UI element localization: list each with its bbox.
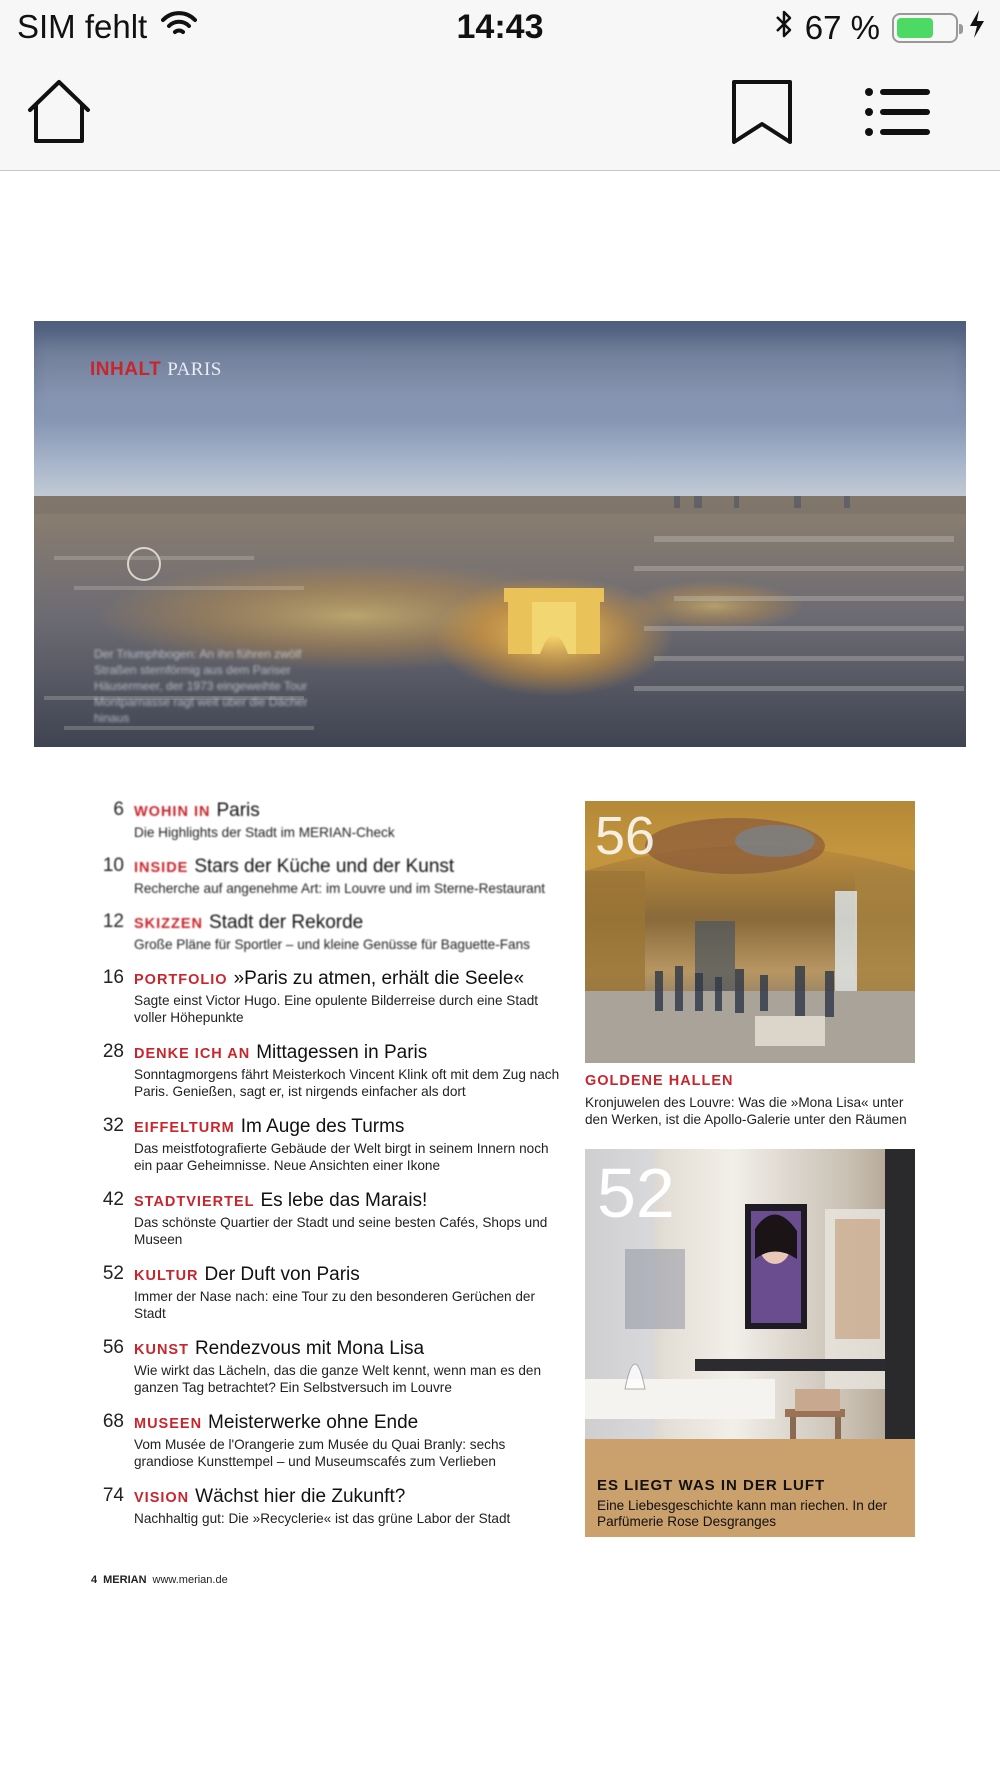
- toc-category: WOHIN IN: [134, 804, 211, 820]
- toc-description: Nachhaltig gut: Die »Recyclerie« ist das grüne Labor der Stadt: [134, 1511, 511, 1526]
- toc-category: SKIZZEN: [134, 916, 204, 932]
- toc-heading: [134, 1485, 560, 1510]
- contents-title-white: PARIS: [167, 359, 222, 380]
- feature1-description: Kronjuwelen des Louvre: Was die »Mona Lisa« unter den Werken, ist die Apollo-Galerie unter den Räumen: [585, 1095, 907, 1127]
- reader-toolbar: [0, 58, 1000, 171]
- toc-entry[interactable]: [80, 1263, 560, 1337]
- toc-heading: [134, 855, 560, 880]
- battery-icon: [892, 13, 958, 43]
- toc-title: Paris: [216, 800, 260, 821]
- toc-entry[interactable]: [80, 855, 560, 911]
- footer-page-number: 4: [91, 1574, 98, 1586]
- toc-category: VISION: [134, 1490, 190, 1506]
- toc-category: EIFFELTURM: [134, 1120, 235, 1136]
- toc-heading: [134, 1041, 560, 1066]
- toc-category: KUNST: [134, 1342, 189, 1358]
- toc-entry[interactable]: [80, 1337, 560, 1411]
- contents-title-red: INHALT: [90, 359, 162, 380]
- toc-heading: [134, 1337, 560, 1362]
- toc-category: KULTUR: [134, 1268, 199, 1284]
- toc-heading: [134, 799, 560, 824]
- toc-heading: [134, 911, 560, 936]
- toc-description: Große Pläne für Sportler – und kleine Genüsse für Baguette-Fans: [134, 937, 530, 952]
- footer-url: www.merian.de: [152, 1574, 228, 1586]
- toc-page-number: 28: [102, 1041, 124, 1062]
- footer-brand: MERIAN: [103, 1574, 147, 1586]
- bookmark-icon: [731, 78, 793, 151]
- contents-title: [90, 359, 222, 381]
- toc-category: PORTFOLIO: [134, 972, 228, 988]
- toc-description: Wie wirkt das Lächeln, das die ganze Welt kennt, wenn man es den ganzen Tag betrachtet? Ein Selbstversuch im Louvre: [134, 1363, 542, 1395]
- toc-title: Stadt der Rekorde: [209, 912, 364, 933]
- toc-description: Vom Musée de l'Orangerie zum Musée du Quai Branly: sechs grandiose Kunsttempel – und Museumscafés zum Verlieben: [134, 1437, 506, 1469]
- toc-entry[interactable]: [80, 911, 560, 967]
- toc-title: »Paris zu atmen, erhält die Seele«: [233, 968, 525, 989]
- feature2-description: Eine Liebesgeschichte kann man riechen. In der Parfümerie Rose Desgranges: [597, 1498, 888, 1529]
- bluetooth-icon: [773, 8, 795, 48]
- carrier-label: SIM fehlt: [17, 8, 148, 45]
- feature1-category: GOLDENE HALLEN: [585, 1073, 734, 1089]
- toc-description: Die Highlights der Stadt im MERIAN-Check: [134, 825, 395, 840]
- toc-category: DENKE ICH AN: [134, 1046, 251, 1062]
- page-footer: [91, 1574, 228, 1586]
- toc-heading: [134, 1115, 560, 1140]
- table-of-contents: [80, 799, 560, 1545]
- toc-category: INSIDE: [134, 860, 189, 876]
- toc-category: STADTVIERTEL: [134, 1194, 255, 1210]
- toc-description: Recherche auf angenehme Art: im Louvre und im Sterne-Restaurant: [134, 881, 546, 896]
- toc-title: Rendezvous mit Mona Lisa: [194, 1338, 425, 1359]
- toc-description: Das meistfotografierte Gebäude der Welt birgt in seinem Innern noch ein paar Geheimnisse. Neue Ansichten einer Ikone: [134, 1141, 549, 1173]
- feature2-category: ES LIEGT WAS IN DER LUFT: [597, 1477, 826, 1494]
- toc-title: Der Duft von Paris: [204, 1264, 360, 1285]
- toc-entry[interactable]: [80, 1041, 560, 1115]
- hero-image-paris-skyline: [34, 321, 966, 747]
- clock: 14:43: [456, 8, 544, 46]
- toc-description: Das schönste Quartier der Stadt und seine besten Cafés, Shops und Museen: [134, 1215, 548, 1247]
- list-icon: [864, 86, 932, 143]
- bookmark-button[interactable]: [726, 78, 798, 150]
- home-icon: [26, 78, 92, 151]
- toc-page-number: 10: [102, 855, 124, 876]
- toc-entry[interactable]: [80, 1485, 560, 1545]
- hero-caption: Der Triumphbogen: An ihn führen zwölf Straßen sternförmig aus dem Pariser Häusermeer, der 1973 eingeweihte Tour Montparnasse ragt weit über die Dächer hinaus: [94, 647, 308, 725]
- feature-photo-apollo-gallery[interactable]: [585, 801, 915, 1063]
- toc-entry[interactable]: [80, 799, 560, 855]
- toc-description: Sagte einst Victor Hugo. Eine opulente Bilderreise durch eine Stadt voller Höhepunkte: [134, 993, 539, 1025]
- toc-page-number: 42: [102, 1189, 124, 1210]
- toc-page-number: 32: [102, 1115, 124, 1136]
- toc-title: Mittagessen in Paris: [256, 1042, 428, 1063]
- magazine-page[interactable]: [0, 171, 1000, 1778]
- charging-icon: [968, 9, 986, 47]
- toc-page-number: 12: [102, 911, 124, 932]
- home-button[interactable]: [23, 78, 95, 150]
- toc-page-number: 52: [102, 1263, 124, 1284]
- status-right: [773, 8, 986, 48]
- toc-entry[interactable]: [80, 1115, 560, 1189]
- feature1-page-number: 56: [595, 806, 656, 866]
- toc-page-number: 6: [113, 799, 124, 820]
- toc-heading: [134, 967, 560, 992]
- toc-entry[interactable]: [80, 1411, 560, 1485]
- feature2-page-number: 52: [597, 1154, 675, 1232]
- toc-page-number: 74: [102, 1485, 124, 1506]
- toc-heading: [134, 1189, 560, 1214]
- toc-description: Sonntagmorgens fährt Meisterkoch Vincent Klink oft mit dem Zug nach Paris. Genießen, sagt er, ist nirgends einfacher als dort: [134, 1067, 560, 1099]
- battery-fill: [897, 18, 933, 38]
- toc-title: Im Auge des Turms: [240, 1116, 405, 1137]
- toc-title: Meisterwerke ohne Ende: [208, 1412, 419, 1433]
- toc-page-number: 68: [102, 1411, 124, 1432]
- table-of-contents-button[interactable]: [862, 78, 934, 150]
- toc-category: MUSEEN: [134, 1416, 203, 1432]
- toc-entry[interactable]: [80, 1189, 560, 1263]
- battery-percent: 67 %: [804, 9, 880, 46]
- toc-page-number: 56: [102, 1337, 124, 1358]
- toc-title: Stars der Küche und der Kunst: [194, 856, 455, 877]
- toc-description: Immer der Nase nach: eine Tour zu den besonderen Gerüchen der Stadt: [134, 1289, 536, 1321]
- status-bar: [0, 0, 1000, 58]
- toc-heading: [134, 1263, 560, 1288]
- toc-title: Es lebe das Marais!: [260, 1190, 428, 1211]
- toc-heading: [134, 1411, 560, 1436]
- toc-title: Wächst hier die Zukunft?: [195, 1486, 406, 1507]
- toc-page-number: 16: [102, 967, 124, 988]
- toc-entry[interactable]: [80, 967, 560, 1041]
- feature-photo-perfumery[interactable]: [585, 1149, 915, 1537]
